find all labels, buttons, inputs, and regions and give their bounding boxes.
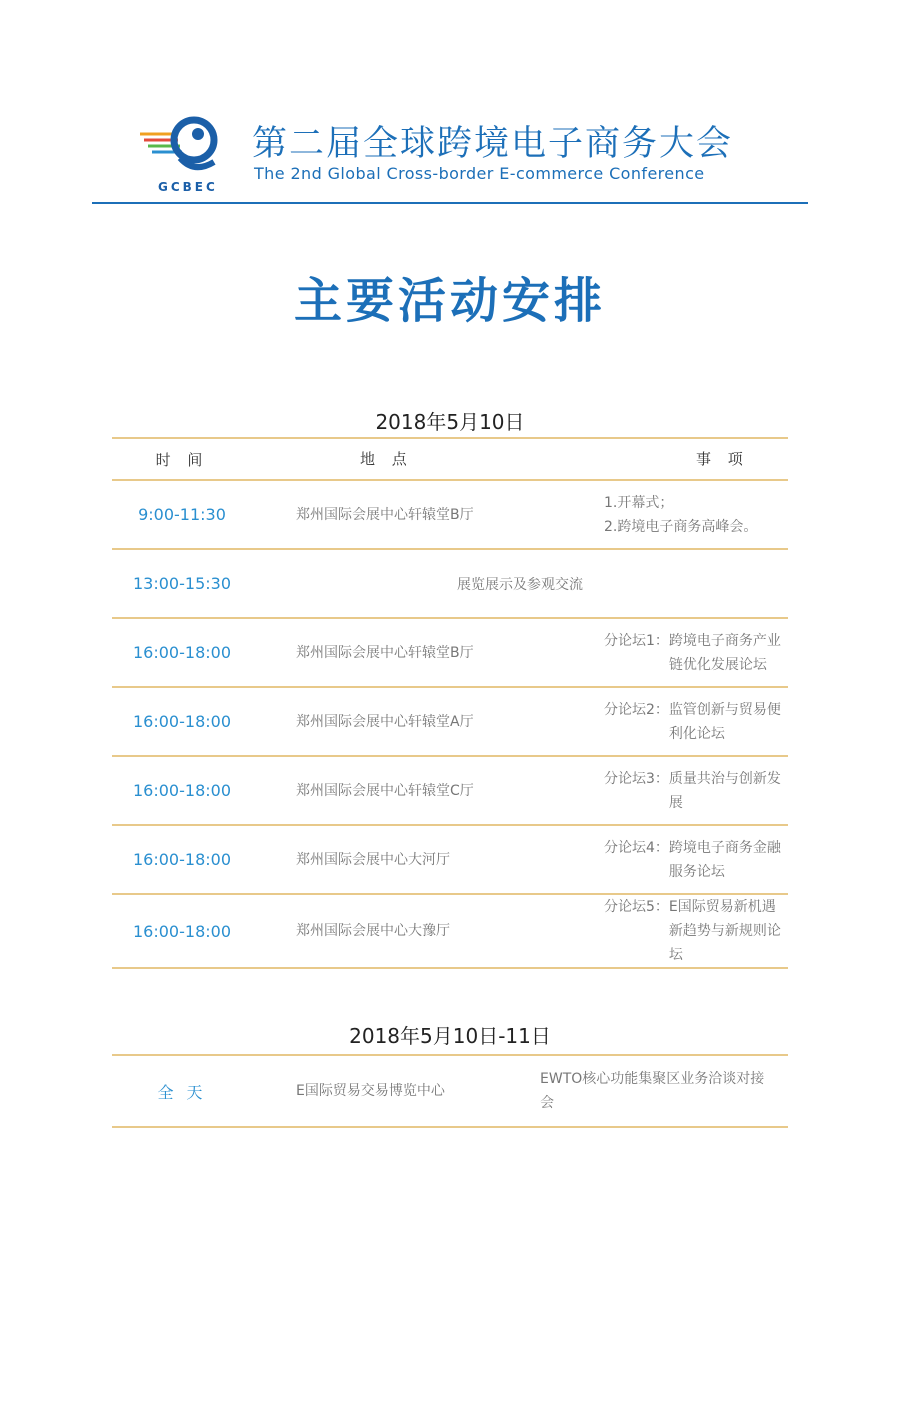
item-text: 监管创新与贸易便利化论坛: [668, 701, 781, 742]
row-location: [252, 687, 604, 756]
row-location: [252, 825, 604, 894]
item-text: EWTO核心功能集聚区业务洽谈对接会: [540, 1071, 765, 1111]
row-time: 全 天: [157, 1082, 207, 1102]
row-location: [252, 480, 604, 549]
column-header-location: 地 点: [360, 450, 413, 468]
item-label: 分论坛2：: [604, 701, 669, 718]
row-item: [604, 480, 788, 549]
row-item: [604, 825, 788, 894]
location-text: 郑州国际会展中心大豫厅: [296, 923, 450, 939]
logo-text: GCBEC: [158, 180, 218, 194]
row-location: [252, 756, 604, 825]
item-text: 质量共治与创新发展: [668, 770, 781, 811]
row-time: 16:00-18:00: [133, 850, 231, 869]
row-time: 16:00-18:00: [133, 781, 231, 800]
conference-subtitle: The 2nd Global Cross-border E-commerce Conference: [254, 164, 705, 183]
gcbec-logo: [136, 112, 226, 198]
row-location: [252, 1055, 540, 1127]
section-date: 2018年5月10日-11日: [349, 1024, 551, 1048]
location-text: 郑州国际会展中心轩辕堂C厅: [296, 782, 474, 799]
table-row: [112, 687, 788, 756]
table-row: [112, 480, 788, 549]
item-label: 分论坛5：: [604, 899, 669, 915]
location-text: 郑州国际会展中心轩辕堂A厅: [296, 713, 474, 730]
item-label: 分论坛4：: [604, 839, 669, 856]
row-item: [540, 1055, 788, 1127]
section-date: 2018年5月10日: [375, 410, 525, 434]
conference-header: [92, 108, 808, 204]
location-text: E国际贸易交易博览中心: [296, 1083, 445, 1099]
item-label: 分论坛1：: [604, 632, 669, 649]
row-item: [604, 894, 788, 968]
row-item: [604, 618, 788, 687]
column-header-item: 事 项: [696, 450, 749, 468]
schedule-table: [112, 437, 788, 969]
table-row: [112, 549, 788, 618]
table-row: [112, 825, 788, 894]
row-time: 13:00-15:30: [133, 574, 231, 593]
row-item: [604, 687, 788, 756]
page-title: 主要活动安排: [293, 273, 606, 329]
location-text: 郑州国际会展中心轩辕堂B厅: [296, 644, 474, 661]
row-time: 16:00-18:00: [133, 712, 231, 731]
table-row: [112, 618, 788, 687]
item-text: 跨境电子商务金融服务论坛: [668, 839, 781, 880]
item-label: 分论坛3：: [604, 770, 669, 787]
row-time: 16:00-18:00: [133, 643, 231, 662]
location-text: 郑州国际会展中心大河厅: [296, 851, 450, 868]
item-text: 跨境电子商务产业链优化发展论坛: [668, 632, 781, 673]
location-text: 郑州国际会展中心轩辕堂B厅: [296, 506, 474, 523]
row-time: 16:00-18:00: [133, 921, 231, 941]
row-location: [252, 894, 604, 968]
globe-logo-icon: [136, 112, 226, 182]
row-span-text: 展览展示及参观交流: [457, 576, 583, 593]
row-item: [604, 756, 788, 825]
table-row: [112, 756, 788, 825]
table-row: [112, 894, 788, 968]
header-divider: [92, 202, 808, 204]
row-location: [252, 618, 604, 687]
table-header-row: [112, 438, 788, 480]
row-time: 9:00-11:30: [138, 505, 226, 524]
column-header-time: 时 间: [155, 450, 209, 469]
conference-title: 第二届全球跨境电子商务大会: [252, 124, 734, 164]
schedule-table: [112, 1054, 788, 1128]
item-text: E国际贸易新机遇新趋势与新规则论坛: [668, 899, 781, 963]
item-text: 1.开幕式； 2.跨境电子商务高峰会。: [604, 494, 758, 535]
table-row: [112, 1055, 788, 1127]
